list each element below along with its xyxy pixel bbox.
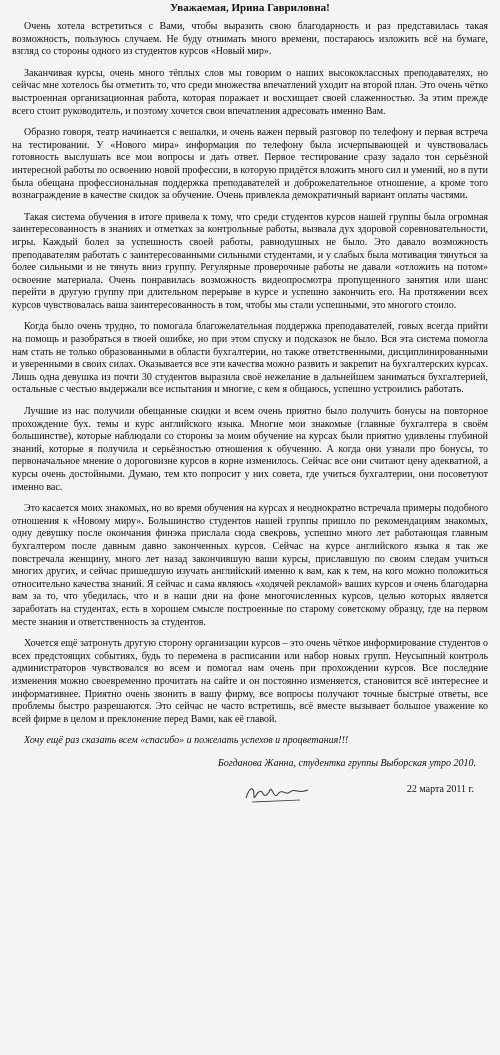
letter-paragraph-5: Когда было очень трудно, то помогала благожелательная поддержка преподавателей, говых всегда прийти на помощь и разобраться в твоей ошибке, но при этом спуску и подсказок не было. Вся эта система помогла нам стать не только образованными в области бухгалтерии, но также ответственными, дисциплинированными и уверенными в своих силах. Оказывается все эти качества можно развить и закрепит на бухгалтерских курсах. Лишь одна девушка из почти 30 студентов выразила своё нежелание в дальнейшем заниматься бухгалтерией, остальные с честью выдержали все испытания и многие, с кем я общаюсь, успешно устроились работать.	[12, 321, 489, 396]
handwritten-signature-icon	[242, 778, 312, 806]
letter-paragraph-4: Такая система обучения в итоге привела к тому, что среди студентов курсов нашей группы была огромная заинтересованность в знаниях и отметках за контрольные работы, вызвала дух здоровой соревновательности, игры. Каждый болел за успешность своей работы, равнодушных не было. Это давало возможность преподавателям работать с заинтересованными сильными студентами, и у слабых была мотивация тянуться за более сильными и не тянуть вниз группу. Регулярные проверочные работы не давали «отложить на потом» освоение материала. Очень понравилась возможность видеопросмотра пропущенного занятия или шанс перейти в другую группу при длительном перерыве в курсе и успешно закончить его. На протяжении всех курсов чувствовалась ваша заинтересованность в том, чтобы мы стали успешными, это многого стоило.	[12, 211, 488, 311]
letter-paragraph-7: Это касается моих знакомых, но во время обучения на курсах я неоднократно встречала примеры подобного отношения к «Новому миру». Большинство студентов нашей группы пришло по рекомендациям знакомых, одну девушку после окончания финэка прислала сюда свекровь, успешно много лет работающая главным бухгалтером после давным давно законченных курсов. Сейчас на курсе английского языка я так же повстречала женщину, много лет назад закончившую ваши курсы, приславшую по своим следам учиться многих других, и сейчас пришедшую изучать английский именно к вам, как к тем, на кого можно положиться относительно качества знаний. Я сейчас и сама являюсь «ходячей рекламой» ваших курсов и очень благодарна вам за то, что убедилась, что и в наши дни на фоне многочисленных курсов, целью которых является заработать на студентах, есть в хорошем смысле построенные по старому советскому образцу, где на первом месте знания и ответственность за студентов.	[12, 503, 488, 628]
letter-paragraph-3: Образно говоря, театр начинается с вешалки, и очень важен первый разговор по телефону и первая встреча на тестировании. У «Нового мира» информация по телефону была исчерпывающей и чувствовалась готовность выслушать все мои вопросы и дать ответ. Первое тестирование сразу задало тон серьёзной интересной работы по освоению новой профессии, в которую придётся вложить много сил и умений, но в пути была обещана профессиональная поддержка преподавателей и доброжелательное отношение, а кроме того вознаграждение в качестве скидок за обучение. Очень привлекла демократичный вариант оплаты частями.	[12, 127, 489, 202]
letter-signature: Богданова Жанна, студентка группы Выборская утро 2010.	[217, 757, 476, 769]
letter-paragraph-6: Лучшие из нас получили обещанные скидки и всем очень приятно было получить бонусы на повторное прохождение бух. темы и курс английского языка. Многие мои знакомые (главные бухгалтера в своём большинстве), которые наблюдали со стороны за моим обучение на курсах были приятно удивлены глубиной знаний, которые я получила и серьёзностью отношения к обучению. А когда они узнали про бонусы, то первоначальное мнение о дороговизне курсов в корне изменилось. Сейчас все они считают цену адекватной, а курсы очень достойными. Думаю, тем кто попросит у них совета, где учиться бухгалтерии, они посоветуют именно вас.	[12, 406, 488, 493]
letter-greeting: Уважаемая, Ирина Гавриловна!	[170, 2, 330, 14]
signature-row	[12, 778, 488, 808]
letter-date: 22 марта 2011 г.	[406, 784, 474, 796]
letter-closing: Хочу ещё раз сказать всем «спасибо» и пожелать успехов и процветания!!!	[24, 735, 349, 747]
letter-paragraph-1: Очень хотела встретиться с Вами, чтобы выразить свою благодарность и раз представилась такая возможность, пользуюсь случаем. Не буду отнимать много времени, постараюсь изложить всё на бумаге, взгляд со стороны одного из студентов курсов «Новый мир».	[12, 21, 488, 58]
letter-paragraph-8: Хочется ещё затронуть другую сторону организации курсов – это очень чёткое информирование студентов о всех предстоящих событиях, будь то перемена в расписании или набор новых групп. Неусыпный контроль администраторов чувствовался во всем и помогал нам очень при прохождении курсов. Все последние изменения можно своевременно прочитать на сайте и он постоянно изменяется, становится всё интереснее и информативнее. Приятно очень звонить в вашу фирму, все вопросы получают точные быстрые ответы, все проблемы быстро разрешаются. Это сейчас не часто встретишь, всё вместе вызывает большое уважение ко всей фирме в целом и преклонение перед Вами, как её главой.	[12, 638, 488, 725]
letter-paragraph-2: Заканчивая курсы, очень много тёплых слов мы говорим о наших высококлассных преподавателях, но сейчас мне хотелось бы отметить то, что среди множества впечатлений уходит на второй план. Это очень чётко выстроенная организационная работа, которая поражает и восхищает своей слаженностью. За этим прежде всего стоит руководитель, и поэтому хочется свои впечатления адресовать именно Вам.	[12, 67, 488, 117]
